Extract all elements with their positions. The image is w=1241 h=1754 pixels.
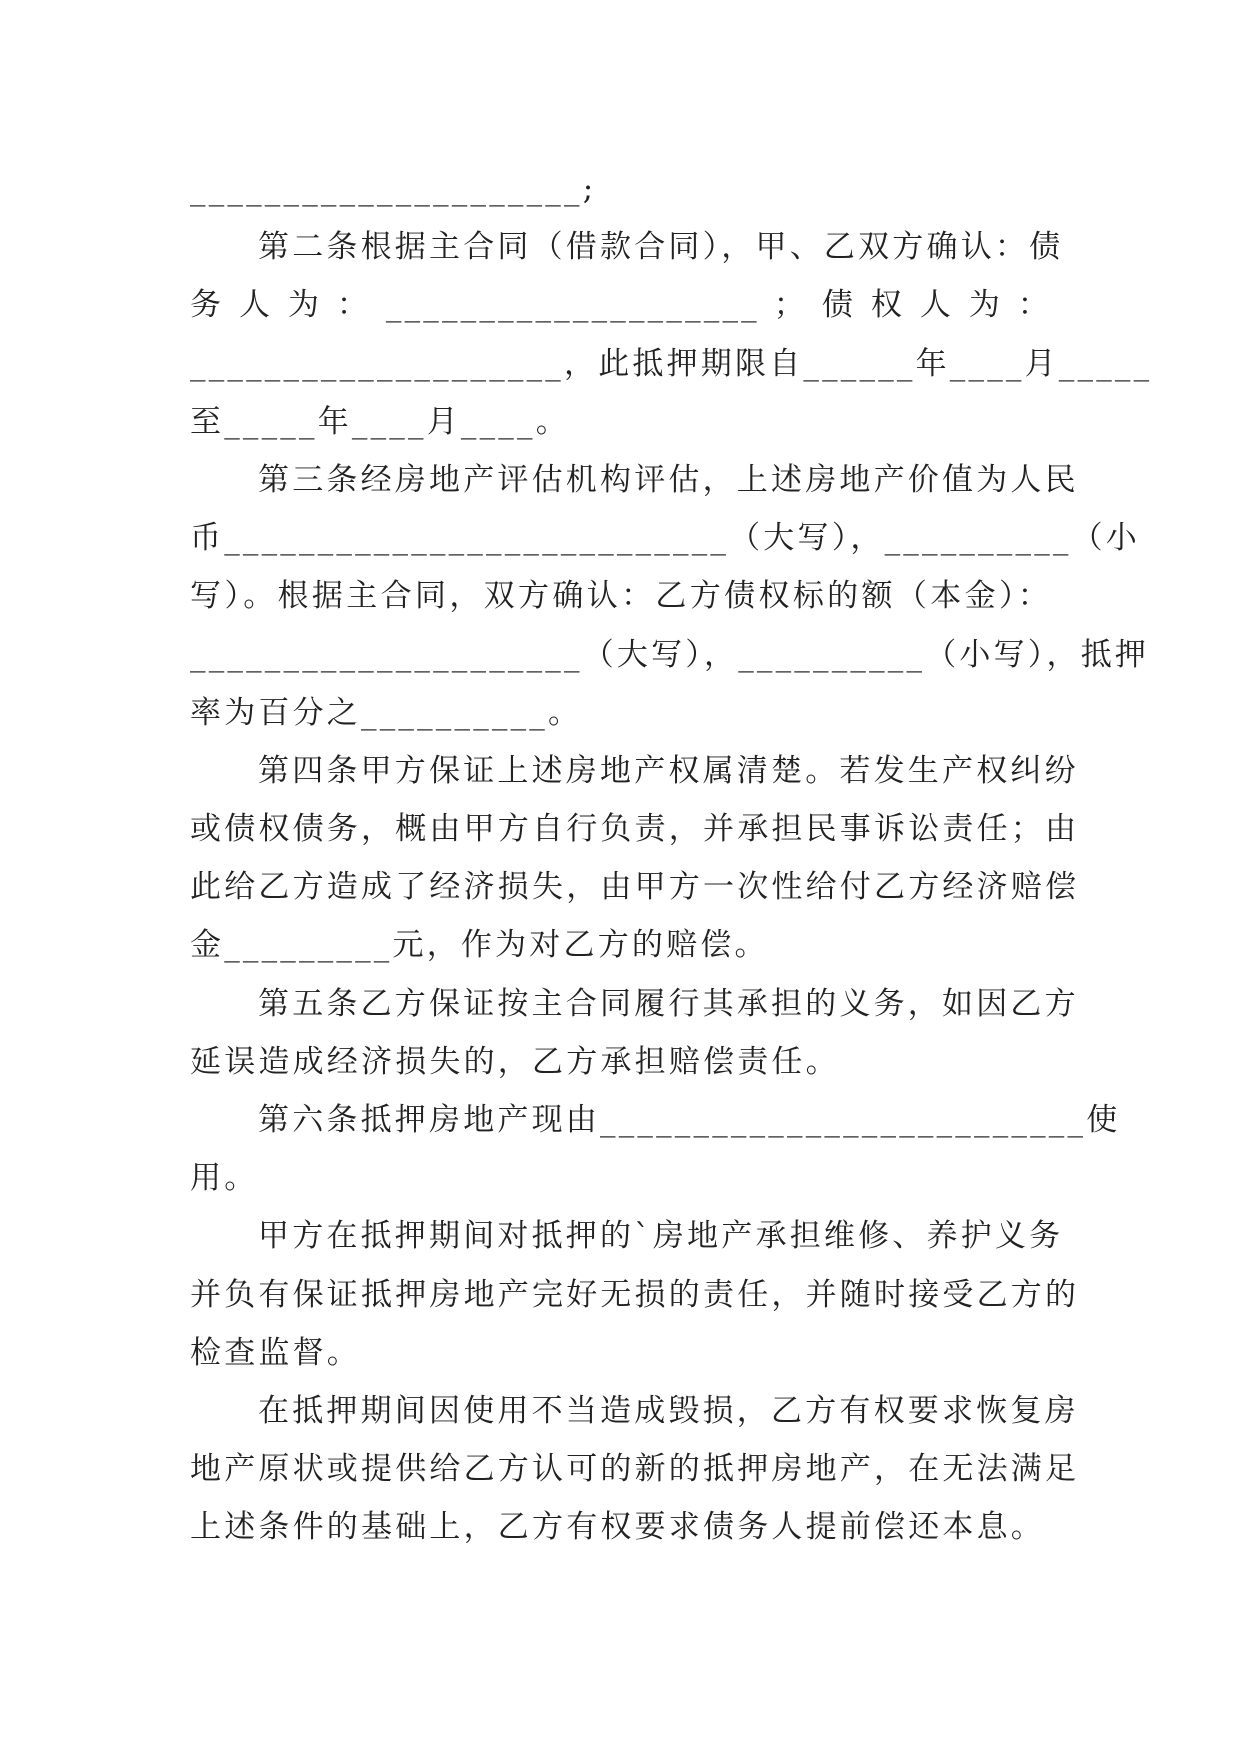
text-line: 金_________元，作为对乙方的赔偿。: [190, 927, 769, 964]
text-line: 写）。根据主合同，双方确认：乙方债权标的额（本金）：: [190, 578, 1052, 615]
text-line: 第二条根据主合同（借款合同），甲、乙双方确认：债: [258, 229, 1064, 266]
text-line: 用。: [190, 1160, 259, 1197]
text-line: 币___________________________（大写），__________（小: [190, 520, 1140, 557]
text-line: _____________________;: [190, 171, 597, 207]
text-line: 在抵押期间因使用不当造成毁损，乙方有权要求恢复房: [258, 1392, 1079, 1429]
text-line: 此给乙方造成了经济损失，由甲方一次性给付乙方经济赔偿: [190, 869, 1080, 906]
text-line: 延误造成经济损失的，乙方承担赔偿责任。: [190, 1043, 840, 1080]
text-line: 或债权债务，概由甲方自行负责，并承担民事诉讼责任；由: [190, 811, 1080, 848]
text-line: ____________________，此抵押期限自______年____月_____: [190, 345, 1153, 382]
text-line: 上述条件的基础上，乙方有权要求债务人提前偿还本息。: [190, 1509, 1045, 1546]
text-line: 第四条甲方保证上述房地产权属清楚。若发生产权纠纷: [258, 752, 1079, 789]
text-line: 第六条抵押房地产现由__________________________使: [258, 1102, 1121, 1138]
text-line: 甲方在抵押期间对抵押的`房地产承担维修、养护义务: [258, 1218, 1064, 1255]
text-line: 务 人 为 ： ____________________ ； 债 权 人 为 ：: [190, 287, 1052, 324]
text-line: 地产原状或提供给乙方认可的新的抵押房地产，在无法满足: [190, 1451, 1080, 1488]
text-line: 第三条经房地产评估机构评估，上述房地产价值为人民: [258, 461, 1079, 498]
text-line: _____________________（大写），__________（小写），抵押: [190, 636, 1150, 673]
text-line: 并负有保证抵押房地产完好无损的责任，并随时接受乙方的: [190, 1276, 1080, 1313]
text-line: 第五条乙方保证按主合同履行其承担的义务，如因乙方: [258, 985, 1079, 1022]
text-line: 检查监督。: [190, 1334, 361, 1371]
text-line: 率为百分之__________。: [190, 694, 583, 731]
contract-body: [190, 160, 1153, 1557]
text-line: 至_____年____月____。: [190, 403, 570, 440]
